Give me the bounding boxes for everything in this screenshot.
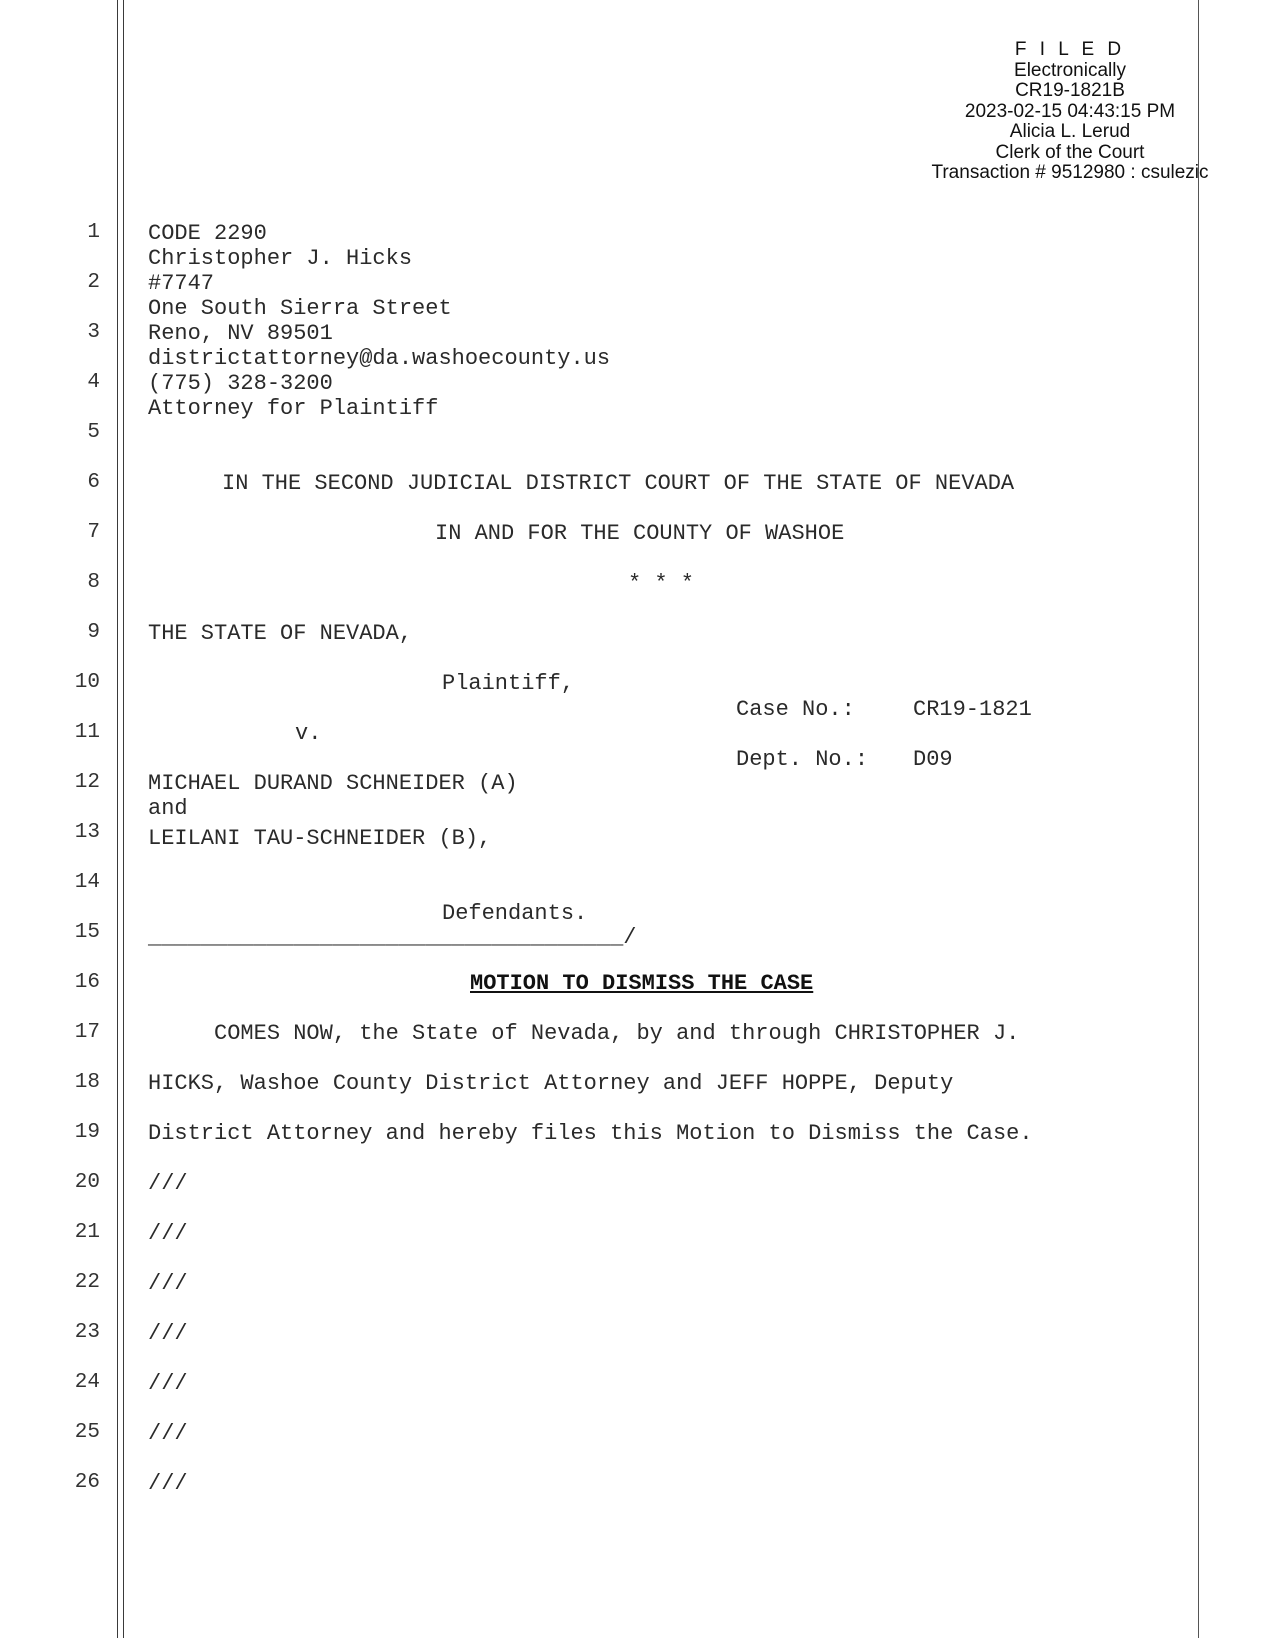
line-number: 14	[74, 871, 100, 894]
line-number: 24	[74, 1371, 100, 1394]
attorney-name: Christopher J. Hicks	[148, 246, 413, 271]
line-number: 19	[74, 1121, 100, 1144]
line-number: 18	[74, 1071, 100, 1094]
heading-stars: * * *	[628, 571, 695, 596]
email-address: districtattorney@da.washoecounty.us	[148, 346, 611, 371]
left-margin-rule-inner	[123, 0, 124, 1638]
line-number: 16	[74, 971, 100, 994]
line-number: 10	[74, 671, 100, 694]
line-number: 7	[87, 521, 100, 544]
continuation-slashes: ///	[148, 1221, 188, 1246]
continuation-slashes: ///	[148, 1471, 188, 1496]
case-no-label: Case No.:	[736, 697, 855, 722]
line-number: 26	[74, 1471, 100, 1494]
motion-body-line: District Attorney and hereby files this Motion to Dismiss the Case.	[148, 1121, 1033, 1146]
stamp-clerk-title: Clerk of the Court	[995, 141, 1145, 163]
continuation-slashes: ///	[148, 1371, 188, 1396]
continuation-slashes: ///	[148, 1171, 188, 1196]
continuation-slashes: ///	[148, 1271, 188, 1296]
line-number: 25	[74, 1421, 100, 1444]
defendants-label: Defendants.	[442, 901, 588, 926]
line-number: 15	[74, 921, 100, 944]
line-number: 12	[74, 771, 100, 794]
line-number: 6	[87, 471, 100, 494]
county-heading: IN AND FOR THE COUNTY OF WASHOE	[435, 521, 845, 546]
dept-no-label: Dept. No.:	[736, 747, 869, 772]
dept-no-value: D09	[913, 747, 953, 772]
line-number: 9	[87, 621, 100, 644]
line-number: 8	[87, 571, 100, 594]
line-number: 23	[74, 1321, 100, 1344]
motion-body-line: COMES NOW, the State of Nevada, by and through CHRISTOPHER J.	[148, 1021, 1020, 1046]
caption-signature-line: ____________________________________/	[148, 925, 637, 950]
filed-stamp	[900, 40, 1240, 184]
code-label: CODE 2290	[148, 221, 267, 246]
continuation-slashes: ///	[148, 1321, 188, 1346]
line-number: 21	[74, 1221, 100, 1244]
stamp-electronically: Electronically	[1014, 59, 1126, 81]
line-number: 22	[74, 1271, 100, 1294]
street-address: One South Sierra Street	[148, 296, 452, 321]
plaintiff-name: THE STATE OF NEVADA,	[148, 621, 413, 646]
court-heading: IN THE SECOND JUDICIAL DISTRICT COURT OF THE STATE OF NEVADA	[222, 471, 1015, 496]
line-number: 2	[87, 271, 100, 294]
plaintiff-label: Plaintiff,	[442, 671, 575, 696]
left-margin-rule	[117, 0, 118, 1638]
and-label: and	[148, 796, 188, 821]
line-number: 4	[87, 371, 100, 394]
stamp-case-ref: CR19-1821B	[1015, 80, 1125, 101]
motion-body-line: HICKS, Washoe County District Attorney and JEFF HOPPE, Deputy	[148, 1071, 954, 1096]
city-address: Reno, NV 89501	[148, 321, 333, 346]
stamp-transaction: Transaction # 9512980 : csulezic	[931, 162, 1209, 183]
bar-number: #7747	[148, 271, 215, 296]
motion-title: MOTION TO DISMISS THE CASE	[470, 971, 814, 996]
stamp-filed: F I L E D	[1014, 39, 1126, 60]
phone-number: (775) 328-3200	[148, 371, 333, 396]
attorney-role: Attorney for Plaintiff	[148, 396, 439, 421]
line-number: 17	[74, 1021, 100, 1044]
stamp-clerk-name: Alicia L. Lerud	[1009, 121, 1131, 142]
stamp-datetime: 2023-02-15 04:43:15 PM	[964, 100, 1176, 122]
line-number: 11	[74, 721, 100, 744]
line-number: 5	[87, 421, 100, 444]
defendant-a: MICHAEL DURAND SCHNEIDER (A)	[148, 771, 518, 796]
defendant-b: LEILANI TAU-SCHNEIDER (B),	[148, 826, 492, 851]
line-number: 13	[74, 821, 100, 844]
right-margin-rule	[1198, 0, 1199, 1638]
continuation-slashes: ///	[148, 1421, 188, 1446]
versus-label: v.	[295, 721, 322, 746]
line-number: 1	[87, 221, 100, 244]
line-number: 3	[87, 321, 100, 344]
line-number: 20	[74, 1171, 100, 1194]
case-no-value: CR19-1821	[913, 697, 1032, 722]
